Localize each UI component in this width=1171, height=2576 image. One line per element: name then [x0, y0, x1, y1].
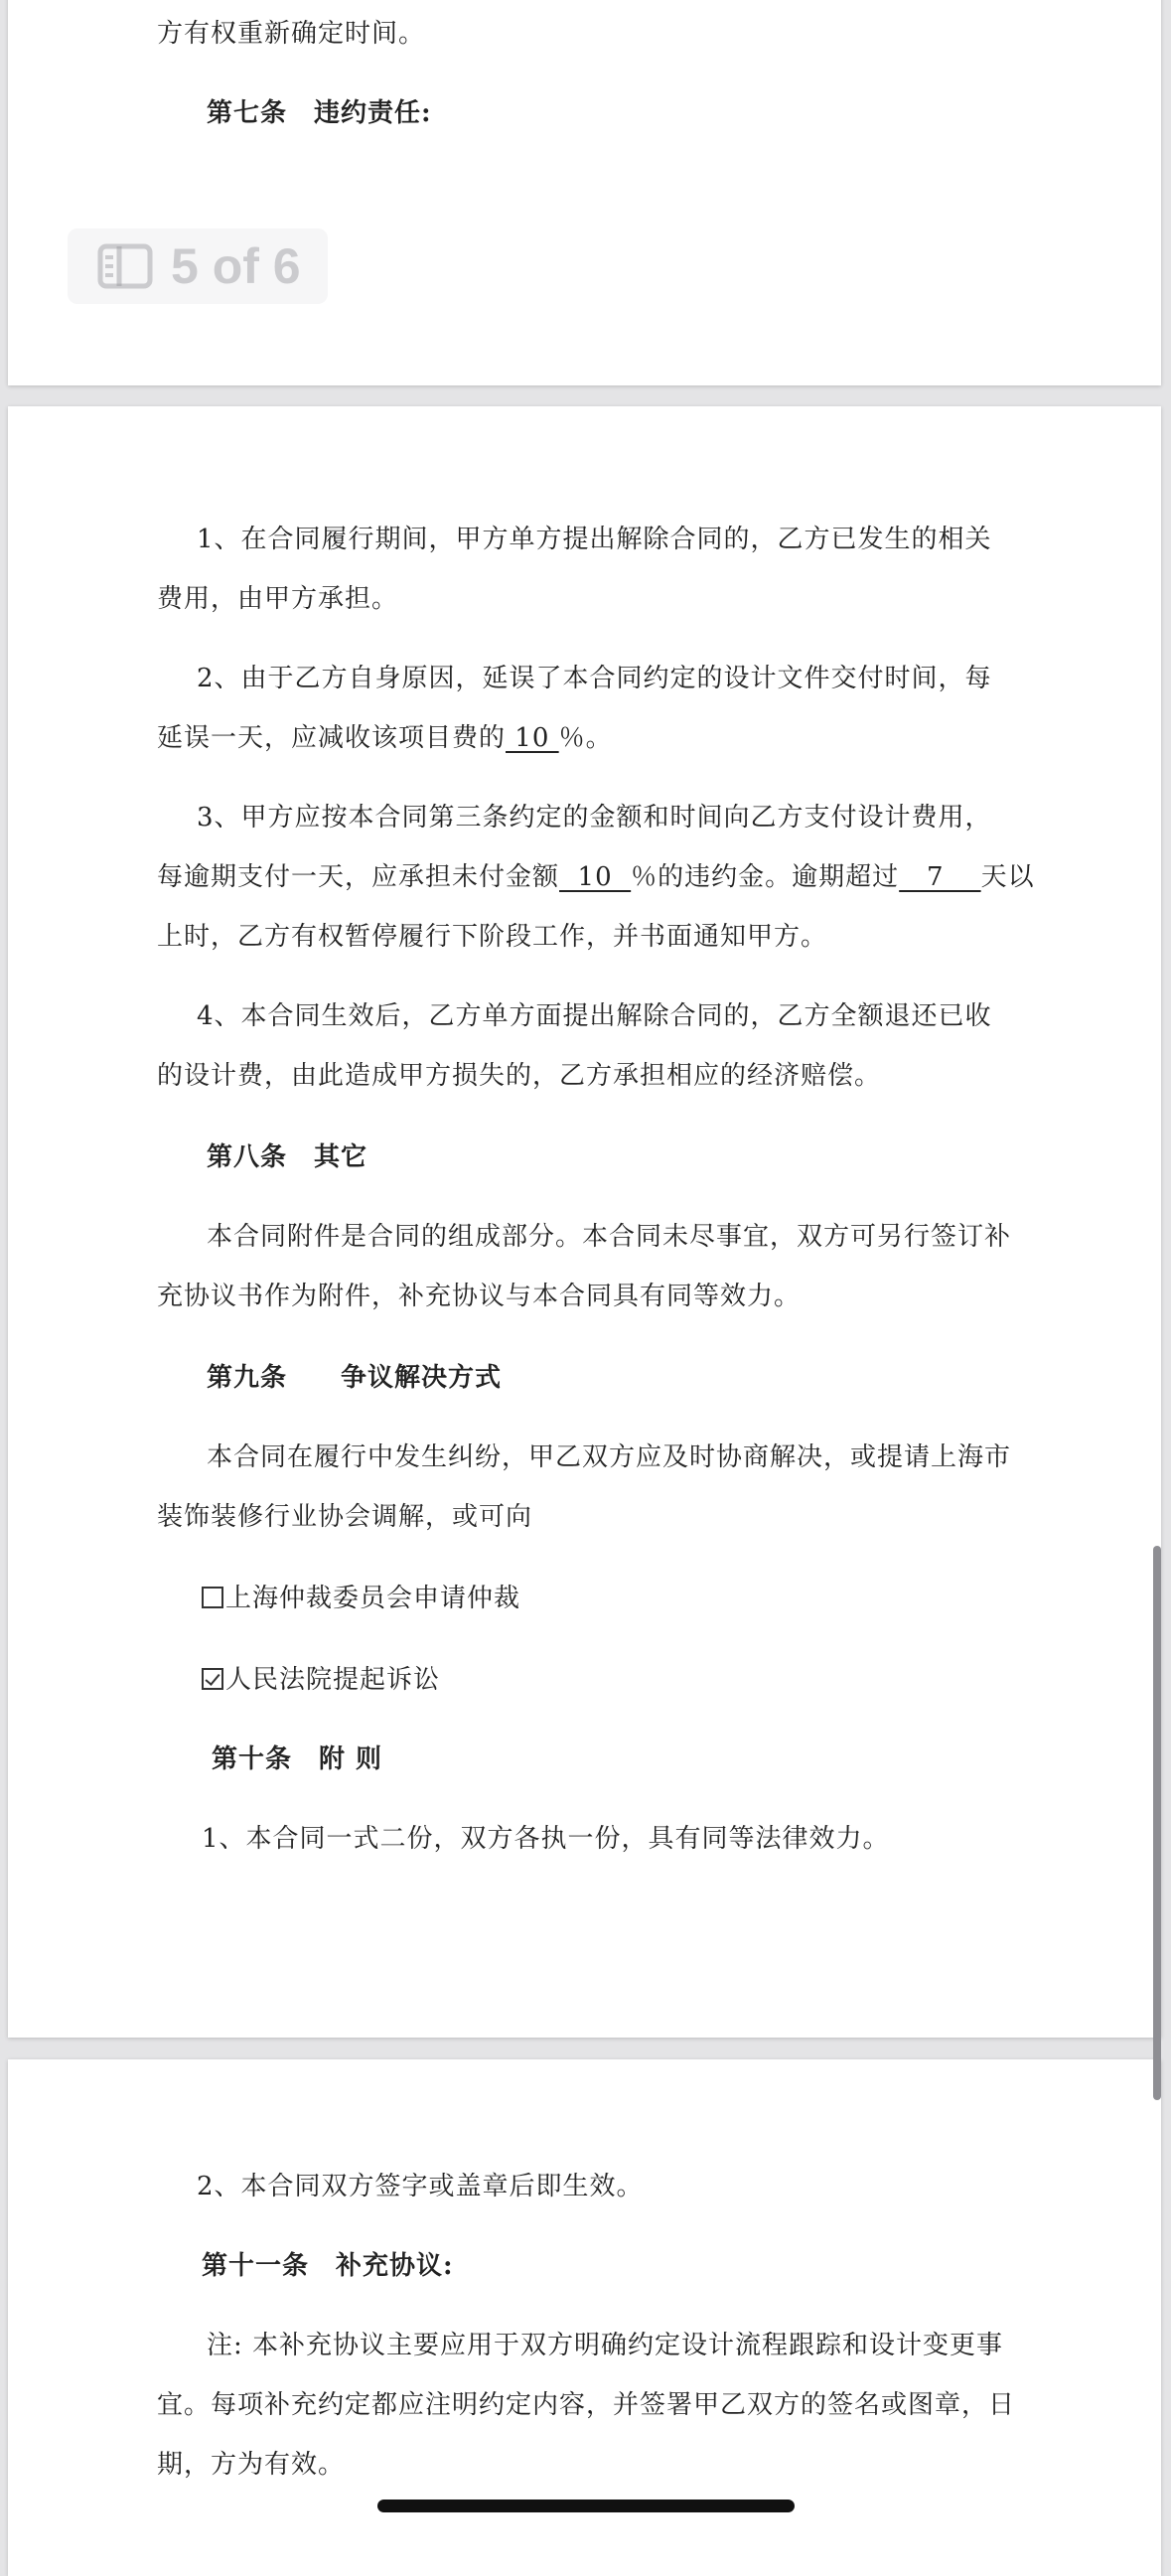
paragraph-line: 装饰装修行业协会调解，或可向	[157, 1502, 533, 1532]
checkbox-checked-icon	[202, 1668, 223, 1690]
option-label: 上海仲裁委员会申请仲裁	[225, 1584, 521, 1613]
vertical-scrollbar[interactable]	[1153, 1546, 1161, 2100]
sidebar-icon	[97, 243, 153, 289]
paragraph-line: 1、本合同一式二份，双方各执一份，具有同等法律效力。	[202, 1824, 890, 1854]
text-segment: ％。	[558, 723, 613, 753]
article-heading: 第十条 附 则	[212, 1744, 383, 1774]
paragraph-line: 充协议书作为附件，补充协议与本合同具有同等效力。	[157, 1282, 802, 1311]
paragraph-line: 的设计费，由此造成甲方损失的，乙方承担相应的经济赔偿。	[157, 1061, 882, 1091]
paragraph-line: 1、在合同履行期间，甲方单方提出解除合同的，乙方已发生的相关	[197, 525, 992, 554]
option-litigation	[202, 1662, 440, 1698]
text-segment: ％的违约金。逾期超过	[631, 862, 900, 892]
option-arbitration	[202, 1581, 520, 1616]
article-heading: 第十一条 补充协议:	[202, 2251, 454, 2281]
paragraph-line: 费用，由甲方承担。	[157, 584, 399, 614]
document-page-5	[8, 0, 1161, 385]
page-indicator	[68, 228, 328, 304]
paragraph-line: 方有权重新确定时间。	[157, 19, 426, 49]
document-page-7	[8, 2059, 1161, 2576]
paragraph-line: 期，方为有效。	[157, 2450, 346, 2480]
article-heading: 第九条 争议解决方式	[207, 1363, 503, 1393]
filled-value: 7	[899, 862, 981, 892]
paragraph-line: 2、由于乙方自身原因，延误了本合同约定的设计文件交付时间，每	[197, 664, 992, 693]
article-heading: 第八条 其它	[207, 1142, 368, 1172]
article-heading: 第七条 违约责任:	[207, 98, 432, 128]
paragraph-line: 2、本合同双方签字或盖章后即生效。	[197, 2172, 644, 2201]
text-segment: 每逾期支付一天，应承担未付金额	[157, 862, 560, 892]
checkbox-unchecked-icon	[202, 1587, 223, 1608]
paragraph-line: 4、本合同生效后，乙方单方面提出解除合同的，乙方全额退还已收	[197, 1001, 992, 1031]
paragraph-line	[157, 720, 613, 756]
paragraph-line: 上时，乙方有权暂停履行下阶段工作，并书面通知甲方。	[157, 922, 828, 952]
document-page-6	[8, 406, 1161, 2038]
text-segment: 延误一天，应减收该项目费的	[157, 723, 507, 753]
filled-value: 10	[506, 723, 559, 753]
paragraph-line	[157, 859, 1035, 895]
paragraph-line: 本合同在履行中发生纠纷，甲乙双方应及时协商解决，或提请上海市	[207, 1442, 1012, 1472]
option-label: 人民法院提起诉讼	[225, 1665, 441, 1695]
paragraph-line: 宜。每项补充约定都应注明约定内容，并签署甲乙双方的签名或图章，日	[157, 2390, 1016, 2420]
home-indicator[interactable]	[377, 2500, 795, 2512]
paragraph-line: 3、甲方应按本合同第三条约定的金额和时间向乙方支付设计费用，	[197, 803, 992, 833]
text-segment: 天以	[980, 862, 1035, 892]
filled-value: 10	[559, 862, 632, 892]
page-indicator-label: 5 of 6	[171, 238, 301, 294]
paragraph-line: 注: 本补充协议主要应用于双方明确约定设计流程跟踪和设计变更事	[207, 2331, 1004, 2360]
paragraph-line: 本合同附件是合同的组成部分。本合同未尽事宜，双方可另行签订补	[207, 1222, 1012, 1252]
